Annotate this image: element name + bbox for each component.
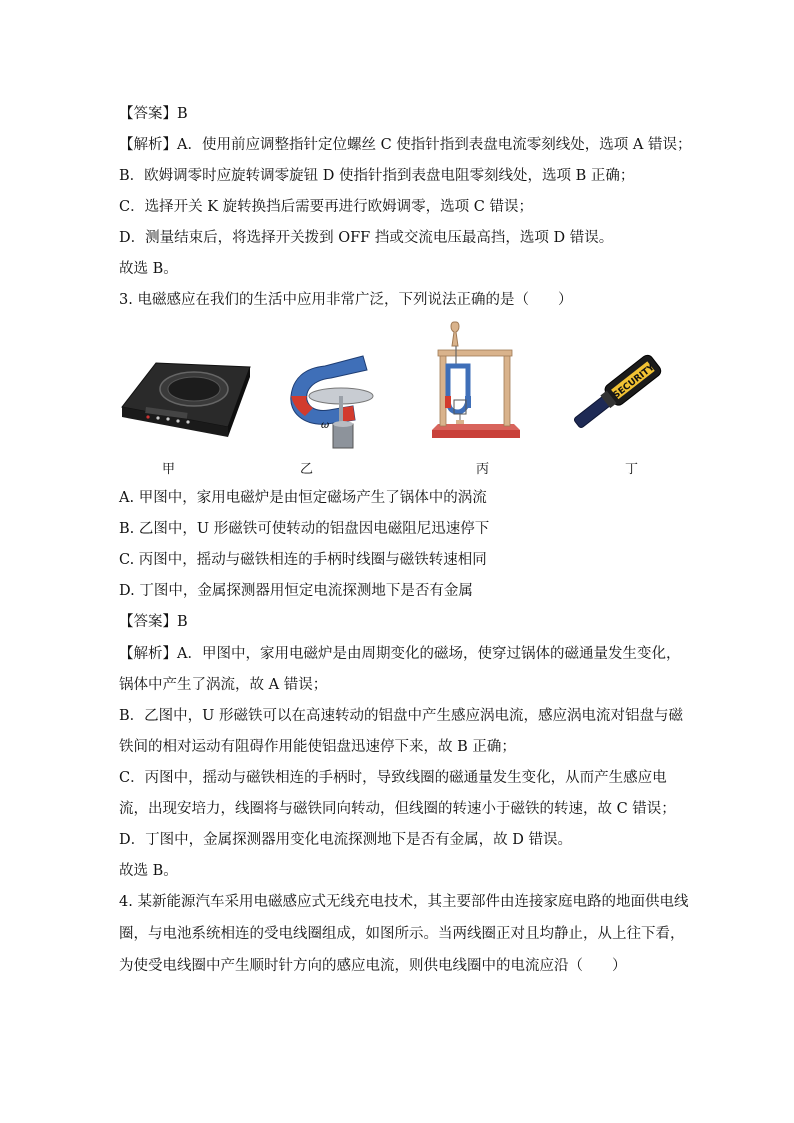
q3-analysis-line-4: 铁间的相对运动有阻碍作用能使铝盘迅速停下来，故 B 正确；	[119, 739, 516, 755]
q3-analysis-line-2: 锅体中产生了涡流，故 A 错误；	[119, 677, 328, 693]
induction-cooker-figure	[118, 355, 254, 445]
q2-answer: 【答案】B	[119, 106, 188, 122]
omega-label: ω	[321, 420, 330, 431]
q3-analysis-line-1: 【解析】A．甲图中，家用电磁炉是由周期变化的磁场，使穿过锅体的磁通量发生变化，	[119, 646, 681, 662]
caption-ding: 丁	[625, 462, 639, 477]
rotating-magnet-coil-figure	[428, 320, 524, 448]
q4-stem-line-2: 圈，与电池系统相连的受电线圈组成，如图所示。当两线圈正对且均静止，从上往下看，	[119, 926, 685, 942]
q4-stem-line-3: 为使受电线圈中产生顺时针方向的感应电流，则供电线圈中的电流应沿（ ）	[119, 958, 627, 974]
q3-option-d: D. 丁图中，金属探测器用恒定电流探测地下是否有金属	[119, 583, 473, 599]
q4-stem-line-1: 4. 某新能源汽车采用电磁感应式无线充电技术，其主要部件由连接家庭电路的地面供电线	[119, 894, 689, 910]
q3-answer: 【答案】B	[119, 614, 188, 630]
q2-analysis-line-4: D．测量结束后，将选择开关拨到 OFF 挡或交流电压最高挡，选项 D 错误。	[119, 230, 614, 246]
q3-conclusion: 故选 B。	[119, 863, 178, 879]
q3-analysis-line-3: B．乙图中，U 形磁铁可以在高速转动的铝盘中产生感应涡电流，感应涡电流对铝盘与磁	[119, 708, 683, 724]
u-magnet-disk-figure	[283, 338, 393, 456]
q3-analysis-line-5: C．丙图中，摇动与磁铁相连的手柄时，导致线圈的磁通量发生变化，从而产生感应电	[119, 770, 667, 786]
q3-analysis-line-7: D．丁图中，金属探测器用变化电流探测地下是否有金属，故 D 错误。	[119, 832, 572, 848]
q3-option-b: B. 乙图中，U 形磁铁可使转动的铝盘因电磁阻尼迅速停下	[119, 521, 490, 537]
q3-stem: 3. 电磁感应在我们的生活中应用非常广泛，下列说法正确的是（ ）	[119, 292, 573, 308]
q3-option-c: C. 丙图中，摇动与磁铁相连的手柄时线圈与磁铁转速相同	[119, 552, 487, 568]
security-label: SECURITY	[611, 362, 657, 402]
q2-analysis-line-2: B．欧姆调零时应旋转调零旋钮 D 使指针指到表盘电阻零刻线处，选项 B 正确；	[119, 168, 635, 184]
metal-detector-figure	[560, 342, 672, 450]
q3-analysis-line-6: 流，出现安培力，线圈将与磁铁同向转动，但线圈的转速小于磁铁的转速，故 C 错误；	[119, 801, 676, 817]
caption-yi: 乙	[300, 462, 314, 477]
caption-bing: 丙	[476, 462, 490, 477]
q3-option-a: A. 甲图中，家用电磁炉是由恒定磁场产生了锅体中的涡流	[119, 490, 487, 506]
q2-conclusion: 故选 B。	[119, 261, 178, 277]
q2-analysis-line-1: 【解析】A．使用前应调整指针定位螺丝 C 使指针指到表盘电流零刻线处，选项 A 错误；	[119, 137, 692, 153]
caption-jia: 甲	[162, 462, 176, 477]
q2-analysis-line-3: C．选择开关 K 旋转换挡后需要再进行欧姆调零，选项 C 错误；	[119, 199, 533, 215]
